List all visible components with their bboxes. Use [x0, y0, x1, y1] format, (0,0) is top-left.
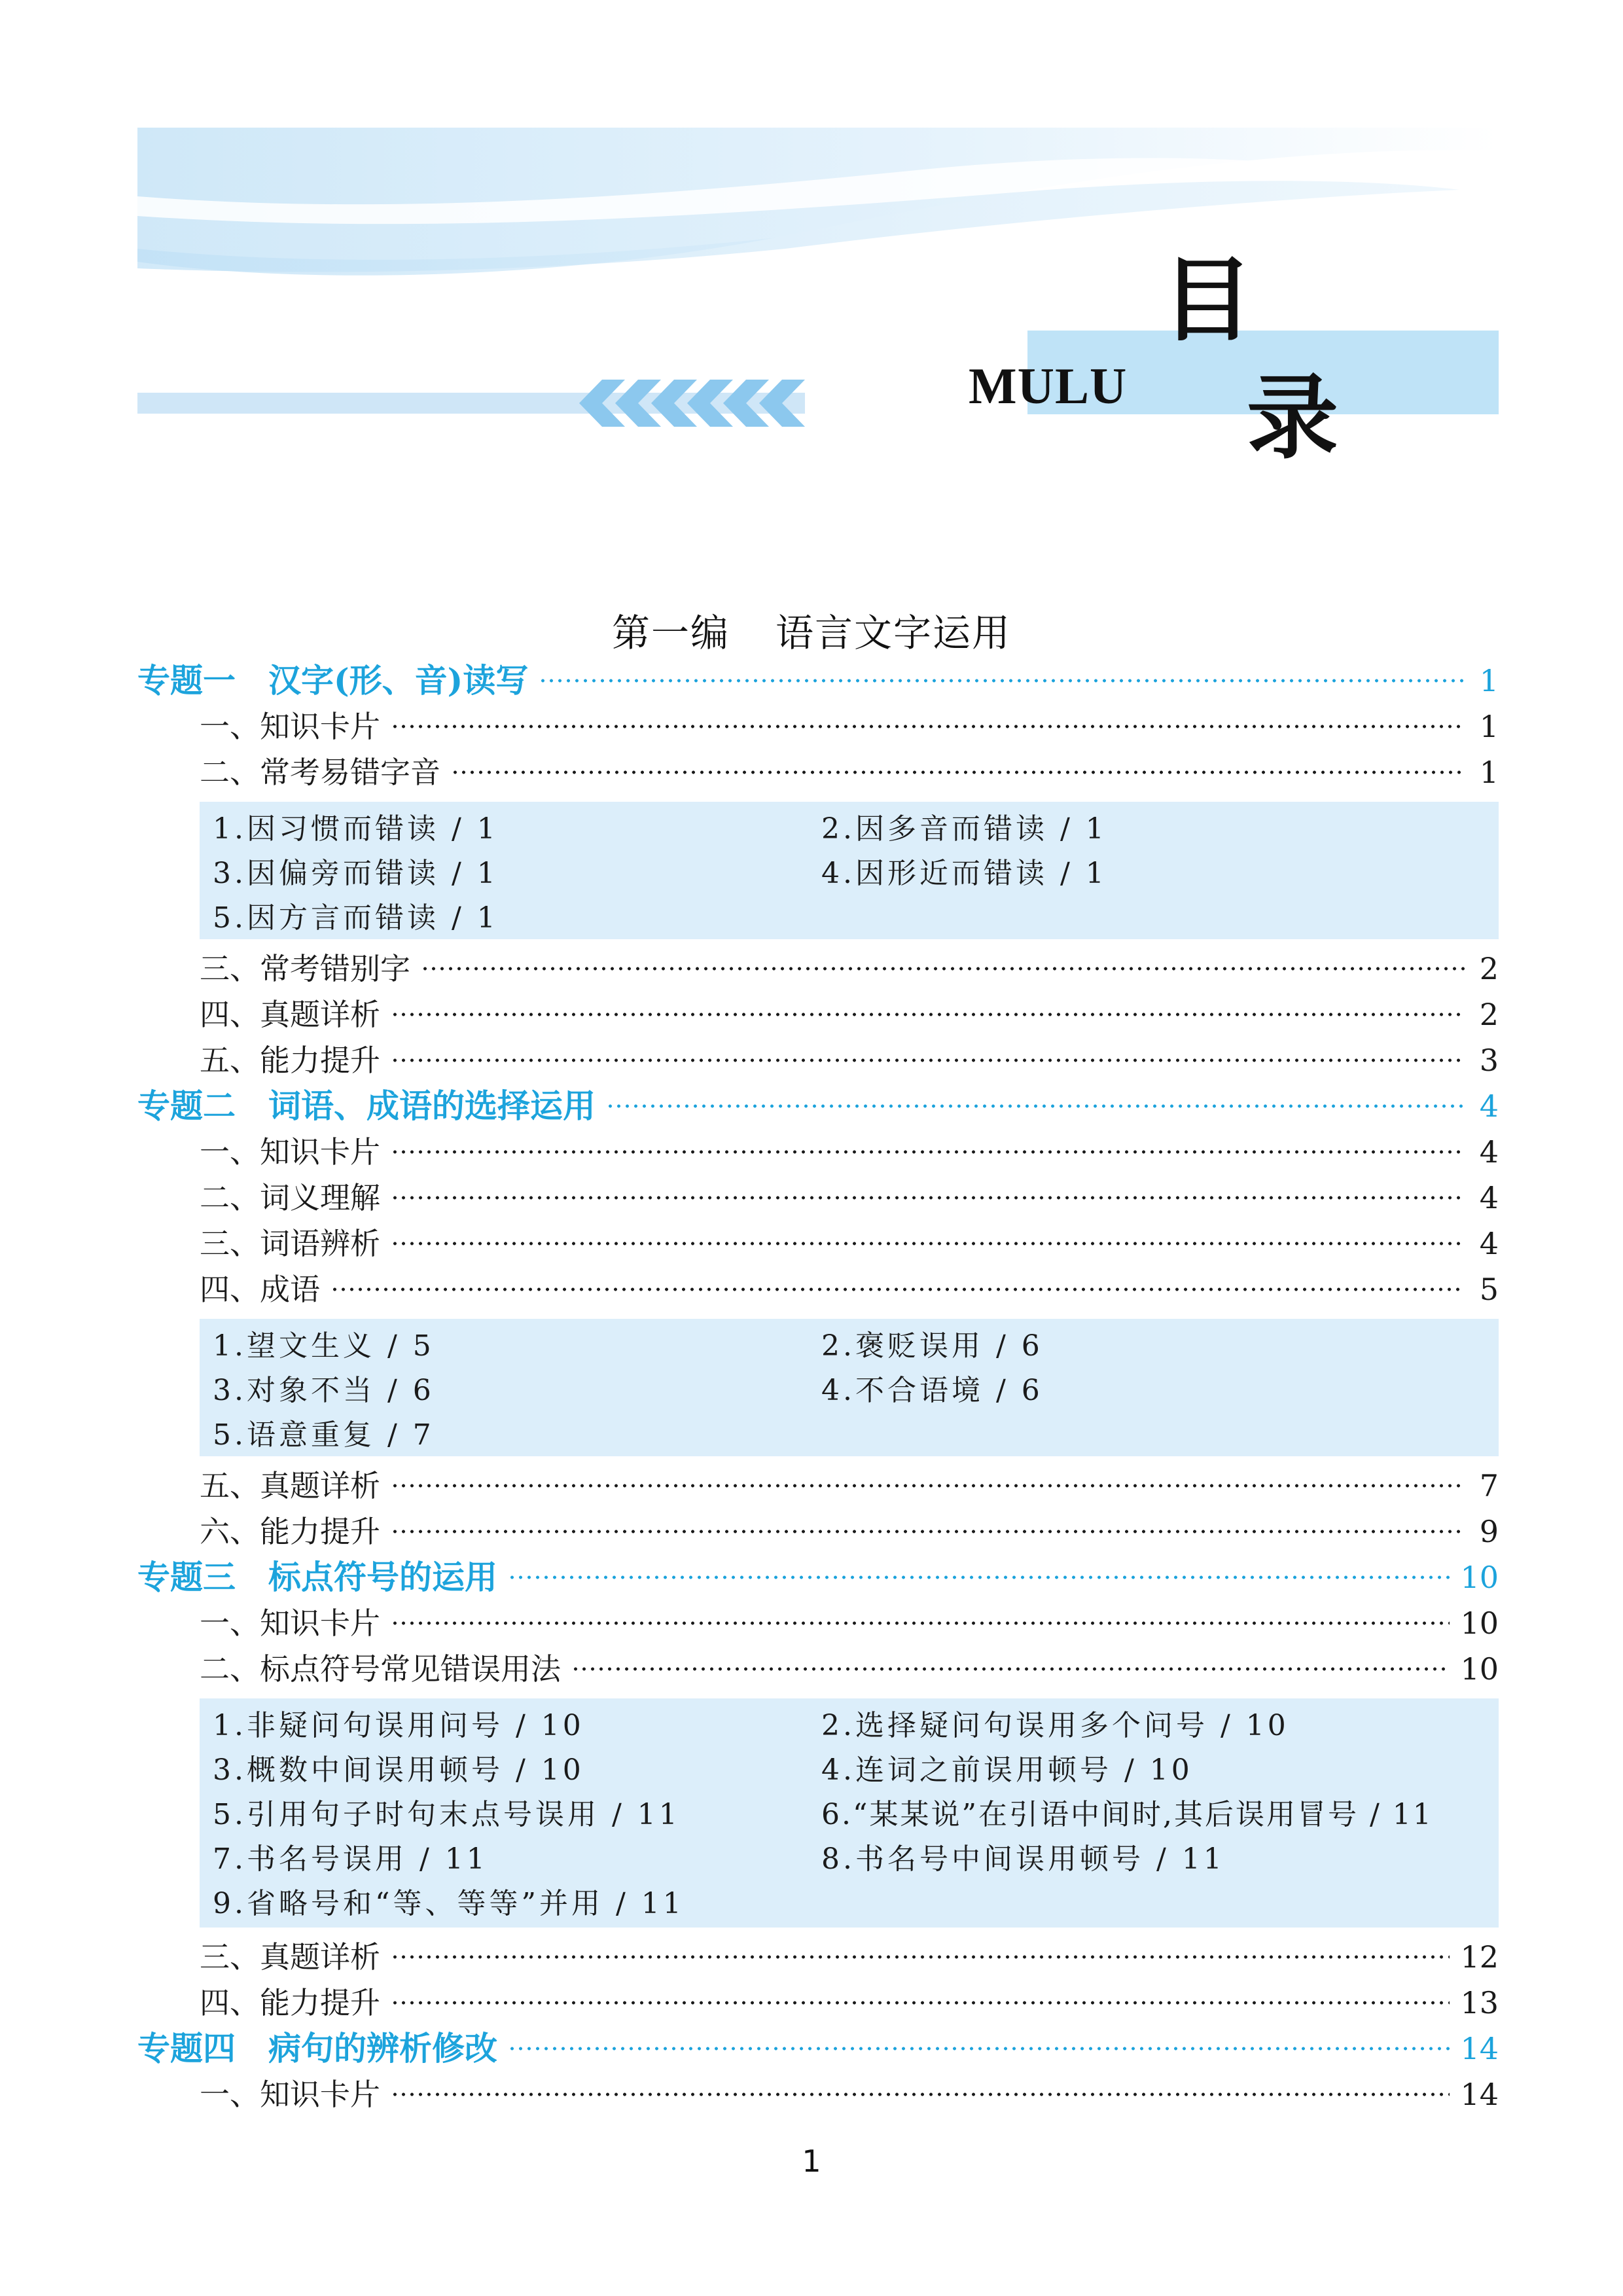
part-name: 语言文字运用 — [776, 611, 1012, 655]
toc-item-label: 一、知识卡片 — [200, 709, 380, 744]
toc-item-label: 二、常考易错字音 — [200, 755, 440, 790]
toc-page-number: 4 — [1479, 1088, 1499, 1124]
leader-dots — [571, 1666, 1450, 1672]
leader-dots — [391, 1012, 1465, 1017]
leader-dots — [330, 1287, 1465, 1292]
toc-topic-1[interactable] — [137, 658, 1499, 704]
header-banner — [0, 0, 1623, 497]
toc-item-label: 三、常考错别字 — [200, 951, 410, 986]
subitem[interactable]: 1.望文生义 / 5 — [213, 1329, 435, 1363]
toc-item-label: 一、知识卡片 — [200, 1134, 380, 1170]
toc-item-label: 三、真题详析 — [200, 1939, 380, 1975]
toc-item-label: 五、真题详析 — [200, 1468, 380, 1503]
title-char-lu: 录 — [1247, 365, 1339, 472]
part-title — [0, 602, 1623, 657]
toc-topic-label: 专题三 标点符号的运用 — [137, 1558, 497, 1596]
leader-dots — [451, 770, 1465, 775]
toc-item[interactable] — [200, 1980, 1499, 2026]
toc-page-number: 14 — [1460, 2077, 1499, 2112]
toc-item[interactable] — [200, 1129, 1499, 1175]
toc-item-label: 四、能力提升 — [200, 1985, 380, 2020]
toc-page-number: 4 — [1479, 1226, 1499, 1261]
toc-page-number: 1 — [1479, 755, 1499, 790]
toc-page-number: 2 — [1479, 951, 1499, 986]
toc-item[interactable] — [200, 1509, 1499, 1554]
toc-item-label: 六、能力提升 — [200, 1514, 380, 1549]
toc-page-number: 1 — [1479, 709, 1499, 744]
subitem[interactable]: 5.语意重复 / 7 — [213, 1418, 435, 1452]
toc-item[interactable] — [200, 1463, 1499, 1509]
toc-item-label: 四、成语 — [200, 1272, 320, 1307]
toc-page-number: 9 — [1479, 1514, 1499, 1549]
toc-item-label: 四、真题详析 — [200, 997, 380, 1032]
toc-item-label: 三、词语辨析 — [200, 1226, 380, 1261]
leader-dots — [421, 966, 1465, 971]
leader-dots — [391, 1149, 1465, 1155]
toc-topic-3[interactable] — [137, 1554, 1499, 1600]
leader-dots — [391, 1529, 1465, 1534]
subitem[interactable]: 3.因偏旁而错读 / 1 — [213, 857, 499, 890]
toc-topic-4[interactable] — [137, 2026, 1499, 2072]
mulu-latin-title: MULU — [969, 357, 1128, 414]
toc-page-number: 4 — [1479, 1134, 1499, 1170]
toc-page-number: 10 — [1460, 1651, 1499, 1687]
toc-item-label: 二、标点符号常见错误用法 — [200, 1651, 561, 1687]
toc-topic-label: 专题二 词语、成语的选择运用 — [137, 1086, 596, 1125]
subitem[interactable]: 1.非疑问句误用问号 / 10 — [213, 1709, 584, 1742]
subitem[interactable]: 5.引用句子时句末点号误用 / 11 — [213, 1798, 681, 1831]
subitem[interactable]: 9.省略号和“等、等等”并用 / 11 — [213, 1887, 685, 1920]
subitem[interactable]: 4.因形近而错读 / 1 — [821, 857, 1107, 890]
leader-dots — [391, 2000, 1450, 2005]
toc-page-number: 7 — [1479, 1468, 1499, 1503]
leader-dots — [508, 2046, 1450, 2051]
subitem[interactable]: 3.概数中间误用顿号 / 10 — [213, 1753, 584, 1787]
toc-page-number: 10 — [1460, 1560, 1499, 1595]
subitem[interactable]: 7.书名号误用 / 11 — [213, 1842, 488, 1876]
toc-item[interactable] — [200, 1221, 1499, 1266]
title-char-mu: 目 — [1162, 247, 1254, 354]
toc-page-number: 12 — [1460, 1939, 1499, 1975]
subitem[interactable]: 2.因多音而错读 / 1 — [821, 812, 1107, 846]
subitem[interactable]: 2.褒贬误用 / 6 — [821, 1329, 1043, 1363]
subitem[interactable]: 6.“某某说”在引语中间时,其后误用冒号 / 11 — [821, 1798, 1433, 1831]
toc-page-number: 13 — [1460, 1985, 1499, 2020]
toc-item[interactable] — [200, 1037, 1499, 1083]
toc-page-number: 1 — [1479, 663, 1499, 698]
subitem-box-topic-1 — [200, 802, 1499, 939]
toc-item[interactable] — [200, 946, 1499, 992]
toc-item[interactable] — [200, 2072, 1499, 2117]
leader-dots — [606, 1103, 1465, 1109]
toc-topic-label: 专题四 病句的辨析修改 — [137, 2029, 497, 2068]
leader-dots — [391, 724, 1465, 729]
subitem-box-topic-3 — [200, 1698, 1499, 1928]
leader-dots — [391, 1621, 1450, 1626]
toc-topic-2[interactable] — [137, 1083, 1499, 1129]
subitem-box-topic-2 — [200, 1319, 1499, 1456]
toc-page-number: 2 — [1479, 997, 1499, 1032]
leader-dots — [539, 678, 1465, 683]
toc-item-label: 一、知识卡片 — [200, 1605, 380, 1641]
banner-graphic — [0, 0, 1623, 497]
leader-dots — [391, 1241, 1465, 1246]
toc-item-label: 二、词义理解 — [200, 1180, 380, 1215]
toc-page-number: 10 — [1460, 1605, 1499, 1641]
leader-dots — [391, 1195, 1465, 1200]
subitem[interactable]: 3.对象不当 / 6 — [213, 1374, 435, 1407]
toc-item[interactable] — [200, 992, 1499, 1037]
toc-page-number: 14 — [1460, 2031, 1499, 2066]
page-number: 1 — [802, 2144, 821, 2179]
toc-item[interactable] — [200, 1600, 1499, 1646]
toc-item[interactable] — [200, 704, 1499, 749]
subitem[interactable]: 4.连词之前误用顿号 / 10 — [821, 1753, 1193, 1787]
leader-dots — [391, 1058, 1465, 1063]
part-label: 第一编 — [611, 611, 730, 655]
toc-item[interactable] — [200, 1175, 1499, 1221]
toc-page-number: 4 — [1479, 1180, 1499, 1215]
subitem[interactable]: 8.书名号中间误用顿号 / 11 — [821, 1842, 1225, 1876]
subitem[interactable]: 5.因方言而错读 / 1 — [213, 901, 499, 935]
subitem[interactable]: 1.因习惯而错读 / 1 — [213, 812, 499, 846]
toc-item[interactable] — [200, 1266, 1499, 1312]
leader-dots — [391, 1483, 1465, 1488]
subitem[interactable]: 2.选择疑问句误用多个问号 / 10 — [821, 1709, 1289, 1742]
leader-dots — [508, 1575, 1450, 1580]
toc-item[interactable] — [200, 749, 1499, 795]
leader-dots — [391, 1954, 1450, 1960]
toc-item[interactable] — [200, 1934, 1499, 1980]
toc-topic-label: 专题一 汉字(形、音)读写 — [137, 661, 529, 700]
leader-dots — [391, 2092, 1450, 2097]
toc-item[interactable] — [200, 1646, 1499, 1692]
toc-item-label: 一、知识卡片 — [200, 2077, 380, 2112]
toc-item-label: 五、能力提升 — [200, 1043, 380, 1078]
subitem[interactable]: 4.不合语境 / 6 — [821, 1374, 1043, 1407]
toc-page-number: 5 — [1479, 1272, 1499, 1307]
toc-page-number: 3 — [1479, 1043, 1499, 1078]
